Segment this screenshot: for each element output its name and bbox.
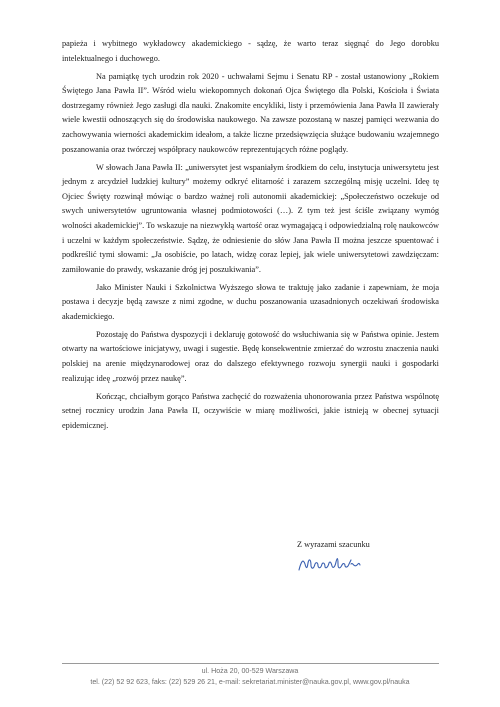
footer-address: ul. Hoża 20, 00-529 Warszawa [201,667,299,675]
paragraph-anniversary: Na pamiątkę tych urodzin rok 2020 - uchwałami Sejmu i Senatu RP - został ustanowiony „Rokiem Świętego Jana Pawła II”. Wśród wielu wiekopomnych dokonań Ojca Świętego dla Polski, Kościoła i Świata dostrzegamy również Jego zasługi dla nauki. Znakomite encykliki, listy i przemówienia Jana Pawła II zawierały wiele kwestii odnoszących się do środowiska naukowego. Na zawsze pozostaną w naszej pamięci wezwania do zachowywania wierności akademickim ideałom, a także liczne przedsięwzięcia służące budowaniu wzajemnego poszanowania oraz twórczej współpracy naukowców reprezentujących różne poglądy. [62,71,439,154]
closing-salutation: Z wyrazami szacunku [297,540,370,549]
handwritten-signature [296,550,366,578]
paragraph-continuation: papieża i wybitnego wykładowcy akademickiego - sądzę, że warto teraz sięgnąć do Jego dorobku intelektualnego i duchowego. [62,39,439,63]
footer-contact: tel. (22) 52 92 623, faks: (22) 529 26 21, e-mail: sekretariat.minister@nauka.gov.pl, www.gov.pl/nauka [90,678,410,686]
letter-body [62,37,439,437]
paragraph-conclusion: Kończąc, chciałbym gorąco Państwa zachęcić do rozważenia uhonorowania przez Państwa wspólnotę setnej rocznicy urodzin Jana Pawła II, oczywiście w miarę możliwości, jakie istnieją w obecnej sytuacji epidemicznej. [62,391,439,430]
paragraph-minister-commitment: Jako Minister Nauki i Szkolnictwa Wyższego słowa te traktuję jako zadanie i zapewniam, że moja postawa i decyzje będą zawsze z nimi zgodne, w duchu poszanowania uzasadnionych oczekiwań środowiska akademickiego. [62,282,439,321]
paragraph-university-quote: W słowach Jana Pawła II: „uniwersytet jest wspaniałym środkiem do celu, instytucja uniwersytetu jest jednym z arcydzieł ludzkiej kultury” możemy odkryć elitarność i zarazem szczególną misję uczelni. Ideę tę Ojciec Święty rozwinął mówiąc o bardzo ważnej roli autonomii akademickiej: „Społeczeństwo oczekuje od swych uniwersytetów ugruntowania własnej podmiotowości (…). Z tym też jest ściśle związany wymóg wolności akademickiej”. To wskazuje na niezwykłą wartość oraz wymagającą i odpowiedzialną rolę naukowców i uczelni w każdym społeczeństwie. Sądzę, że odniesienie do słów Jana Pawła II można jeszcze spuentować i podkreślić tymi słowami: „Ja osobiście, po latach, widzę coraz lepiej, jak wiele uniwersytetowi zawdzięczam: zamiłowanie do prawdy, wskazanie dróg jej poszukiwania”. [62,162,439,274]
footer-divider [62,663,439,664]
paragraph-availability: Pozostaję do Państwa dyspozycji i deklaruję gotowość do wsłuchiwania się w Państwa opinie. Jestem otwarty na wartościowe inicjatywy, uwagi i sugestie. Będę konsekwentnie zmierzać do wzrostu znaczenia nauki polskiej na arenie międzynarodowej oraz do dalszego efektywnego rozwoju synergii nauki i gospodarki realizując ideę „rozwój przez naukę”. [62,329,439,383]
